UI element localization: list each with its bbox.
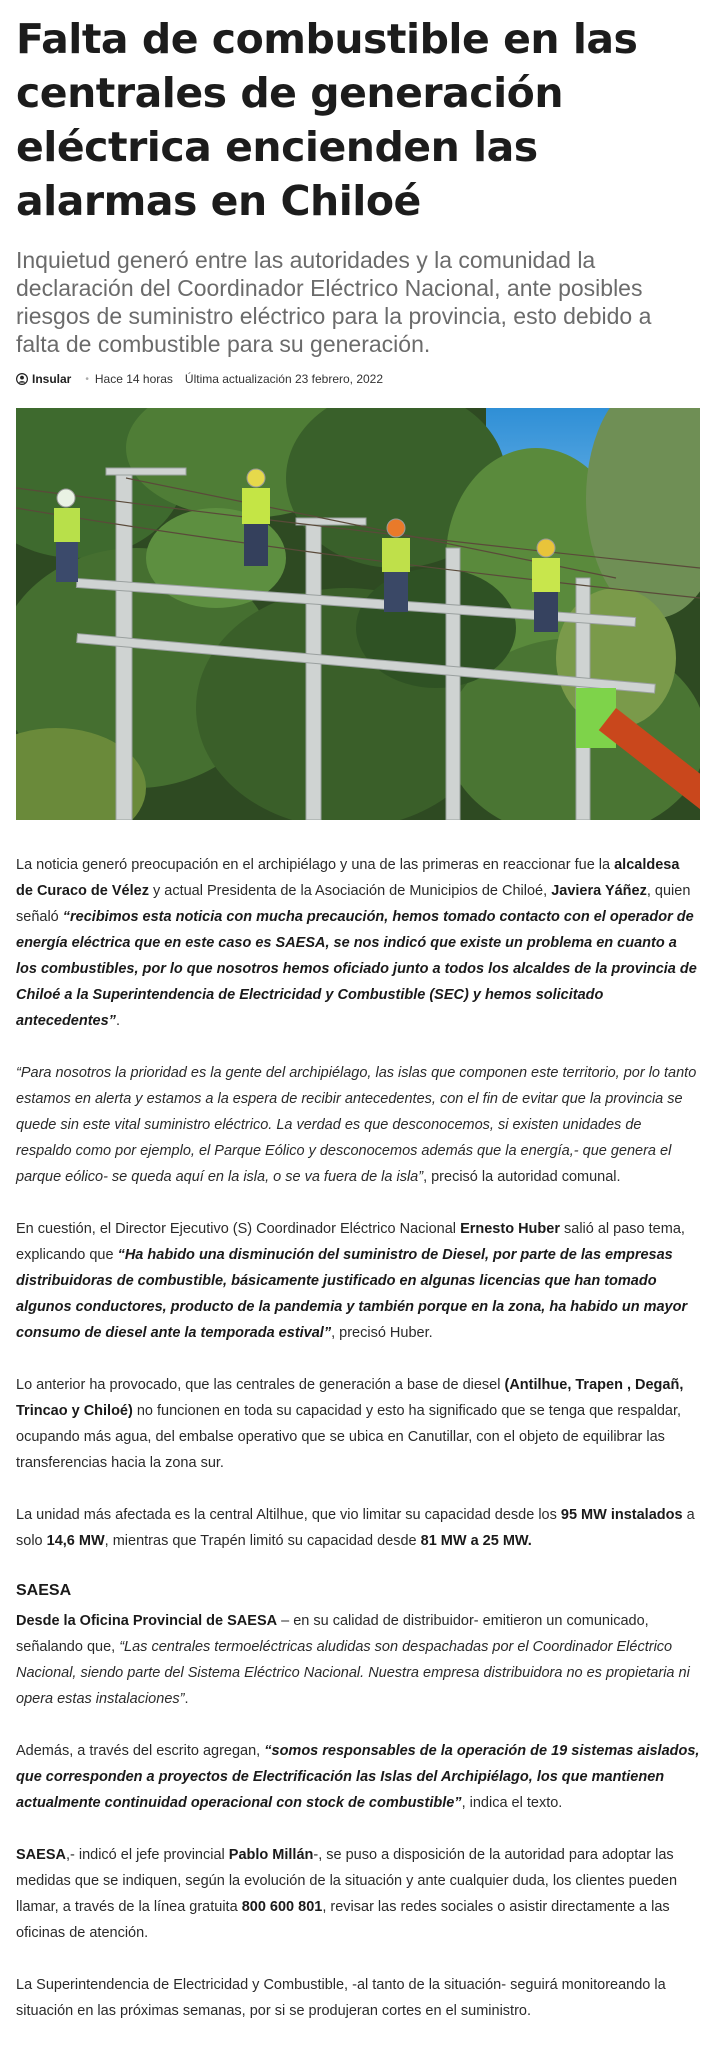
- phone-number: 800 600 801: [241, 1899, 323, 1915]
- paragraph-3: [16, 1216, 700, 1346]
- text: La Superintendencia de Electricidad y Combustible, -al tanto de la situación- seguirá monitoreando la situación en las próximas semanas, por si se produjeran cortes en el suministro.: [16, 1977, 666, 2019]
- article-photo: [16, 408, 700, 820]
- text-bold: 95 MW instalados: [560, 1507, 683, 1523]
- text: – en su calidad de distribuidor- emitieron un comunicado, señalando que,: [16, 1613, 649, 1655]
- text: y actual Presidenta de la Asociación de Municipios de Chiloé,: [148, 883, 552, 899]
- text-bold: Javiera Yáñez: [551, 883, 647, 899]
- quote: “recibimos esta noticia con mucha precaución, hemos tomado contacto con el operador de energía eléctrica que en este caso es SAESA, se nos indicó que existe un problema en cuanto a los combustibles, por lo que nosotros hemos oficiado junto a todos los alcaldes de la provincia de Chiloé a la Superintendencia de Electricidad y Combustible (SEC) y hemos solicitado antecedentes”: [16, 909, 697, 1029]
- quote: “Ha habido una disminución del suministro de Diesel, por parte de las empresas distribuidoras de combustible, básicamente justificado en algunas licencias que han tomado algunos conductores, producto de la pandemia y también porque en la zona, ha habido un mayor consumo de diesel ante la temporada estival”: [16, 1247, 688, 1341]
- paragraph-7: [16, 1738, 700, 1816]
- article-subheadline: Inquietud generó entre las autoridades y la comunidad la declaración del Coordinador Eléctrico Nacional, ante posibles riesgos de suministro eléctrico para la provincia, esto debido a falta de combustible para su generación.: [16, 247, 652, 357]
- text: , revisar las redes sociales o asistir directamente a las oficinas de atención.: [16, 1899, 670, 1941]
- updated-time: Última actualización 23 febrero, 2022: [184, 372, 384, 386]
- text-bold: Ernesto Huber: [460, 1221, 560, 1237]
- author-name: Insular: [32, 372, 72, 386]
- text: , precisó Huber.: [331, 1325, 433, 1341]
- text: salió al paso tema, explicando que: [16, 1221, 685, 1263]
- text: .: [184, 1691, 189, 1707]
- text-bold: (Antilhue, Trapen , Degañ, Trincao y Chiloé): [16, 1377, 684, 1419]
- quote: “somos responsables de la operación de 19 sistemas aislados, que corresponden a proyectos de Electrificación las Islas del Archipiélago, los que mantienen actualmente continuidad operacional con stock de combustible”: [16, 1743, 700, 1811]
- section-heading: SAESA: [16, 1582, 72, 1599]
- text: , indica el texto.: [461, 1795, 563, 1811]
- text: Lo anterior ha provocado, que las centrales de generación a base de diesel: [16, 1377, 505, 1393]
- quote: “Para nosotros la prioridad es la gente del archipiélago, las islas que componen este territorio, por lo tanto estamos en alerta y estamos a la espera de recibir antecedentes, con el fin de evitar que la provincia se quede sin este vital suministro eléctrico. La verdad es que desconocemos, si existen unidades de respaldo como por ejemplo, el Parque Eólico y desconocemos además que la energía,- que genera el parque eólico- se queda aquí en la isla, o se va fuera de la isla”: [16, 1065, 697, 1185]
- text: ,- indicó el jefe provincial: [65, 1847, 229, 1863]
- published-time: Hace 14 horas: [94, 372, 173, 386]
- text: a solo: [16, 1507, 695, 1549]
- article-body: [16, 852, 700, 2024]
- text: , precisó la autoridad comunal.: [423, 1169, 621, 1185]
- article-headline: Falta de combustible en las centrales de generación eléctrica encienden las alarmas en Chiloé: [16, 15, 638, 225]
- text-bold: alcaldesa de Curaco de Vélez: [16, 857, 680, 899]
- text-bold: 81 MW a 25 MW.: [420, 1533, 532, 1549]
- quote: “Las centrales termoeléctricas aludidas son despachadas por el Coordinador Eléctrico Nacional, siendo parte del Sistema Eléctrico Nacional. Nuestra empresa distribuidora no es propietaria ni opera estas instalaciones”: [16, 1639, 690, 1707]
- text: La unidad más afectada es la central Altilhue, que vio limitar su capacidad desde los: [16, 1507, 561, 1523]
- text-bold: 14,6 MW: [46, 1533, 105, 1549]
- paragraph-6: [16, 1608, 700, 1712]
- text-bold: SAESA: [16, 1847, 66, 1863]
- paragraph-9: [16, 1972, 700, 2024]
- text: , quien señaló: [16, 883, 691, 925]
- separator-dot: •: [85, 373, 89, 385]
- paragraph-1: [16, 852, 700, 1034]
- text: no funcionen en toda su capacidad y esto ha significado que se tenga que respaldar, ocupando más agua, del embalse operativo que se ubica en Canutillar, con el objeto de equilibrar las transferencias hacia la zona sur.: [16, 1403, 682, 1471]
- article: [16, 0, 700, 2050]
- text: -, se puso a disposición de la autoridad para adoptar las medidas que se indiquen, según la evolución de la situación y ante cualquier duda, los clientes pueden llamar, a través de la línea gratuita: [16, 1847, 678, 1915]
- text-bold: Pablo Millán: [228, 1847, 314, 1863]
- user-icon: [16, 373, 28, 385]
- paragraph-5: [16, 1502, 700, 1554]
- text: En cuestión, el Director Ejecutivo (S) Coordinador Eléctrico Nacional: [16, 1221, 461, 1237]
- article-meta: [16, 372, 700, 386]
- text-bold: Desde la Oficina Provincial de SAESA: [16, 1613, 278, 1629]
- paragraph-8: [16, 1842, 700, 1946]
- paragraph-2: [16, 1060, 700, 1190]
- paragraph-4: [16, 1372, 700, 1476]
- author-link[interactable]: [16, 372, 71, 386]
- text: Además, a través del escrito agregan,: [16, 1743, 265, 1759]
- text: La noticia generó preocupación en el archipiélago y una de las primeras en reaccionar fue la: [16, 857, 615, 873]
- text: .: [115, 1013, 120, 1029]
- text: , mientras que Trapén limitó su capacidad desde: [104, 1533, 421, 1549]
